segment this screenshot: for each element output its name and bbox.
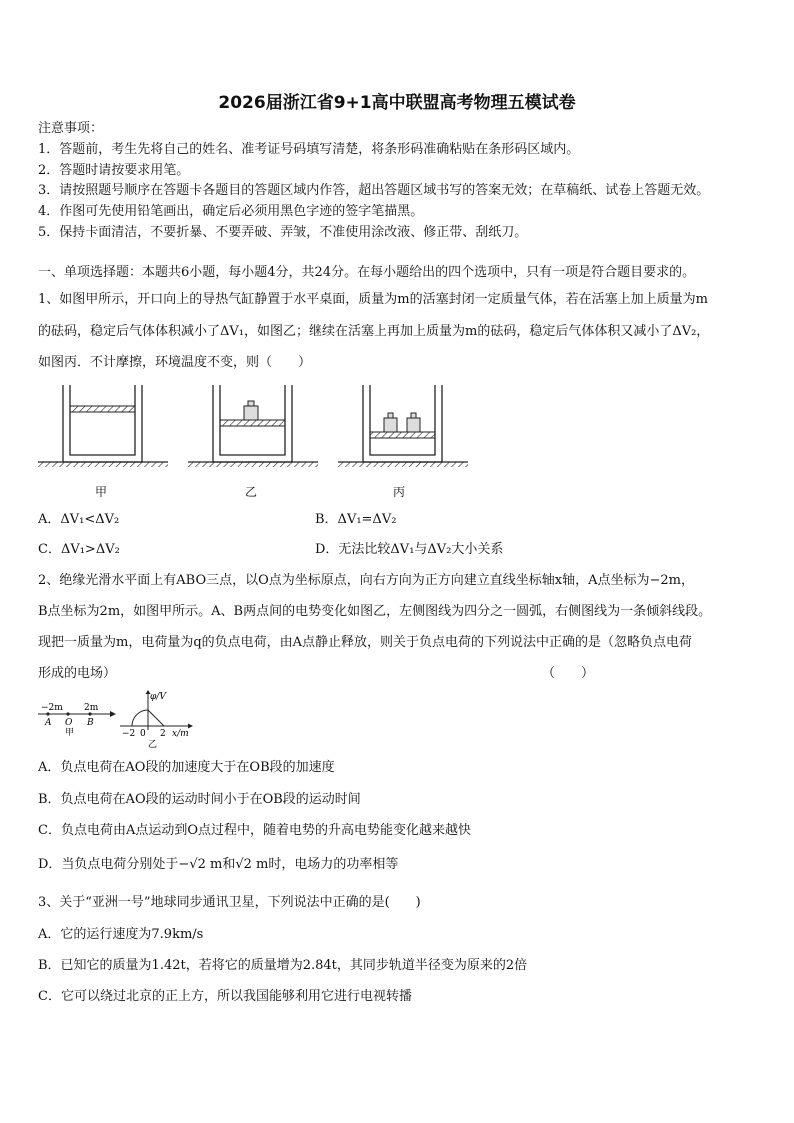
- jia-tick-neg2: −2m: [41, 703, 63, 713]
- q3-option-a: A．它的运行速度为7.9km/s: [38, 927, 204, 942]
- notice-heading: 注意事项：: [38, 121, 104, 136]
- q2-option-b: B．负点电荷在AO段的运动时间小于在OB段的运动时间: [38, 792, 361, 807]
- notice-item: 2．答题时请按要求用笔。: [38, 163, 190, 178]
- cylinder-yi: [188, 385, 318, 467]
- exam-title: 2026届浙江省9+1高中联盟高考物理五模试卷: [218, 93, 576, 113]
- yi-tick-neg2: −2: [122, 729, 136, 739]
- jia-point-b: B: [87, 718, 94, 728]
- jia-tick-2: 2m: [84, 703, 99, 713]
- q3-stem: 3、关于“亚洲一号”地球同步通讯卫星，下列说法中正确的是( ): [38, 895, 421, 910]
- q1-option-a: A．ΔV₁<ΔV₂: [38, 512, 120, 527]
- q2-option-c: C．负点电荷由A点运动到O点过程中，随着电势的升高电势能变化越来越快: [38, 823, 471, 838]
- yi-axis-y-label: φ/V: [150, 692, 166, 702]
- q2-option-a: A．负点电荷在AO段的加速度大于在OB段的加速度: [38, 760, 335, 775]
- q3-option-b: B．已知它的质量为1.42t，若将它的质量增为2.84t，其同步轨道半径变为原来的2倍: [38, 958, 528, 973]
- q2-fig-jia: [38, 700, 118, 740]
- q1-stem-line: 的砝码，稳定后气体体积减小了ΔV₁，如图乙；继续在活塞上再加上质量为m的砝码，稳定后气体体积又减小了ΔV₂，: [38, 324, 710, 339]
- q1-option-b: B．ΔV₁=ΔV₂: [315, 512, 397, 527]
- notice-item: 3．请按照题号顺序在答题卡各题目的答题区域内作答，超出答题区域书写的答案无效；在草稿纸、试卷上答题无效。: [38, 183, 710, 198]
- q1-option-c: C．ΔV₁>ΔV₂: [38, 542, 120, 557]
- q2-stem-line: 现把一质量为m，电荷量为q的负点电荷，由A点静止释放，则关于负点电荷的下列说法中正确的是（忽略负点电荷: [38, 635, 693, 650]
- yi-tick-2: 2: [160, 729, 166, 739]
- q2-stem-line: B点坐标为2m，如图甲所示。A、B两点间的电势变化如图乙，左侧图线为四分之一圆弧，右侧图线为一条倾斜线段。: [38, 604, 712, 619]
- section-heading: 一、单项选择题：本题共6小题，每小题4分，共24分。在每小题给出的四个选项中，只有一项是符合题目要求的。: [38, 265, 696, 280]
- q2-fig-yi: [118, 690, 198, 750]
- q2-stem-line: 形成的电场）: [38, 666, 117, 681]
- q2-option-d: D．当负点电荷分别处于−√2 m和√2 m时，电场力的功率相等: [38, 857, 399, 872]
- yi-caption: 乙: [148, 740, 158, 750]
- q1-option-d: D．无法比较ΔV₁与ΔV₂大小关系: [315, 542, 504, 557]
- notice-item: 1．答题前，考生先将自己的姓名、准考证号码填写清楚，将条形码准确粘贴在条形码区域内。: [38, 142, 580, 157]
- cylinder-bing: [338, 385, 468, 467]
- q1-stem-line: 1、如图甲所示，开口向上的导热气缸静置于水平桌面，质量为m的活塞封闭一定质量气体，若在活塞上加上质量为m: [38, 292, 708, 307]
- q1-stem-line: 如图丙．不计摩擦，环境温度不变，则（ ）: [38, 355, 312, 370]
- yi-axis-x-label: x/m: [172, 729, 189, 739]
- cylinder-jia: [38, 385, 168, 467]
- jia-caption: 甲: [65, 728, 75, 738]
- q2-answer-bracket: （ ）: [542, 666, 595, 681]
- fig-label-bing: 丙: [393, 485, 406, 499]
- q2-stem-line: 2、绝缘光滑水平面上有ABO三点，以O点为坐标原点，向右方向为正方向建立直线坐标轴x轴，A点坐标为−2m，: [38, 573, 694, 588]
- jia-point-o: O: [65, 718, 73, 728]
- q1-cylinder-figures: [38, 382, 468, 472]
- yi-tick-0: 0: [140, 729, 146, 739]
- notice-item: 4．作图可先使用铅笔画出，确定后必须用黑色字迹的签字笔描黑。: [38, 204, 424, 219]
- fig-label-jia: 甲: [95, 485, 108, 499]
- q3-option-c: C．它可以绕过北京的正上方，所以我国能够利用它进行电视转播: [38, 989, 412, 1004]
- fig-label-yi: 乙: [245, 485, 258, 499]
- jia-point-a: A: [45, 718, 52, 728]
- notice-item: 5．保持卡面清洁，不要折暴、不要弄破、弄皱，不准使用涂改液、修正带、刮纸刀。: [38, 225, 528, 240]
